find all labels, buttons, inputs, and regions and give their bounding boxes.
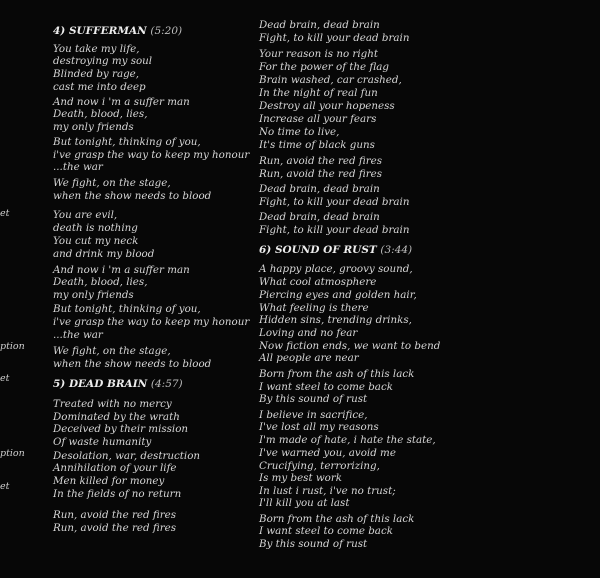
- lyric-line: I'll kill you at last: [259, 497, 350, 509]
- lyric-line: Run, avoid the red fires: [259, 155, 383, 167]
- lyric-line: Loving and no fear: [259, 327, 358, 339]
- lyric-line: Fight, to kill your dead brain: [259, 224, 410, 236]
- lyric-line: I've warned you, avoid me: [259, 447, 396, 459]
- lyric-line: ...the war: [53, 329, 103, 341]
- lyric-line: For the power of the flag: [259, 61, 390, 73]
- song-title-dead-brain: 5) DEAD BRAIN (4:57): [53, 378, 183, 390]
- lyric-line: No time to live,: [259, 126, 340, 138]
- lyric-line: Death, blood, lies,: [53, 108, 148, 120]
- margin-fragment: ption: [0, 341, 25, 352]
- lyric-line: I believe in sacrifice,: [259, 409, 368, 421]
- lyric-line: Crucifying, terrorizing,: [259, 460, 380, 472]
- lyric-line: Hidden sins, trending drinks,: [259, 314, 412, 326]
- lyric-line: Men killed for money: [53, 475, 165, 487]
- lyric-line: Run, avoid the red fires: [53, 509, 177, 521]
- lyric-line: i've grasp the way to keep my honour: [53, 316, 250, 328]
- lyric-line: Born from the ash of this lack: [259, 368, 415, 380]
- lyric-line: Your reason is no right: [259, 48, 379, 60]
- lyric-line: when the show needs to blood: [53, 358, 212, 370]
- lyric-line: Deceived by their mission: [53, 423, 189, 435]
- lyric-line: In the fields of no return: [53, 488, 182, 500]
- lyric-line: I'm made of hate, i hate the state,: [259, 434, 436, 446]
- lyric-line: Destroy all your hopeness: [259, 100, 395, 112]
- lyric-line: But tonight, thinking of you,: [53, 303, 201, 315]
- lyric-line: By this sound of rust: [259, 538, 368, 550]
- lyric-line: cast me into deep: [53, 81, 146, 93]
- lyric-line: Dead brain, dead brain: [259, 19, 380, 31]
- lyric-line: when the show needs to blood: [53, 190, 212, 202]
- lyric-line: Piercing eyes and golden hair,: [259, 289, 417, 301]
- lyric-line: In the night of real fun: [259, 87, 378, 99]
- lyric-line: I've lost all my reasons: [259, 421, 379, 433]
- lyric-line: We fight, on the stage,: [53, 345, 171, 357]
- lyric-line: my only friends: [53, 289, 134, 301]
- lyric-line: You take my life,: [53, 43, 140, 55]
- lyric-line: Now fiction ends, we want to bend: [259, 340, 441, 352]
- lyric-line: Fight, to kill your dead brain: [259, 32, 410, 44]
- lyric-line: I want steel to come back: [259, 381, 393, 393]
- lyric-line: What cool atmosphere: [259, 276, 377, 288]
- song-title-sufferman: 4) SUFFERMAN (5:20): [53, 25, 183, 37]
- lyric-line: But tonight, thinking of you,: [53, 136, 201, 148]
- lyric-line: Brain washed, car crashed,: [259, 74, 402, 86]
- song-title-sound-of-rust: 6) SOUND OF RUST (3:44): [259, 244, 413, 256]
- lyric-line: You are evil,: [53, 209, 118, 221]
- lyric-line: Born from the ash of this lack: [259, 513, 415, 525]
- lyric-line: Desolation, war, destruction: [53, 450, 201, 462]
- lyric-line: Of waste humanity: [53, 436, 152, 448]
- lyric-line: death is nothing: [53, 222, 138, 234]
- lyric-line: Death, blood, lies,: [53, 276, 148, 288]
- lyric-line: You cut my neck: [53, 235, 139, 247]
- lyric-line: Dominated by the wrath: [53, 411, 180, 423]
- lyric-line: What feeling is there: [259, 302, 369, 314]
- lyric-line: Dead brain, dead brain: [259, 183, 380, 195]
- margin-fragment: et: [0, 481, 10, 492]
- lyric-line: destroying my soul: [53, 55, 153, 67]
- lyric-line: Increase all your fears: [259, 113, 377, 125]
- lyric-line: Dead brain, dead brain: [259, 211, 380, 223]
- lyric-line: and drink my blood: [53, 248, 155, 260]
- margin-fragment: et: [0, 373, 10, 384]
- lyric-line: All people are near: [259, 352, 359, 364]
- lyric-line: Fight, to kill your dead brain: [259, 196, 410, 208]
- lyric-line: And now i 'm a suffer man: [53, 96, 190, 108]
- lyric-line: Annihilation of your life: [53, 462, 177, 474]
- lyric-line: Blinded by rage,: [53, 68, 140, 80]
- lyric-line: A happy place, groovy sound,: [259, 263, 413, 275]
- lyric-line: i've grasp the way to keep my honour: [53, 149, 250, 161]
- lyric-line: my only friends: [53, 121, 134, 133]
- lyric-line: It's time of black guns: [259, 139, 375, 151]
- margin-fragment: et: [0, 208, 10, 219]
- lyric-line: ...the war: [53, 161, 103, 173]
- lyric-line: Run, avoid the red fires: [53, 522, 177, 534]
- lyric-line: Is my best work: [259, 472, 343, 484]
- lyric-line: I want steel to come back: [259, 525, 393, 537]
- lyric-line: Run, avoid the red fires: [259, 168, 383, 180]
- margin-fragment: ption: [0, 448, 25, 459]
- lyric-line: In lust i rust, i've no trust;: [259, 485, 396, 497]
- lyric-line: We fight, on the stage,: [53, 177, 171, 189]
- lyric-line: By this sound of rust: [259, 393, 368, 405]
- lyric-line: Treated with no mercy: [53, 398, 172, 410]
- lyric-line: And now i 'm a suffer man: [53, 264, 190, 276]
